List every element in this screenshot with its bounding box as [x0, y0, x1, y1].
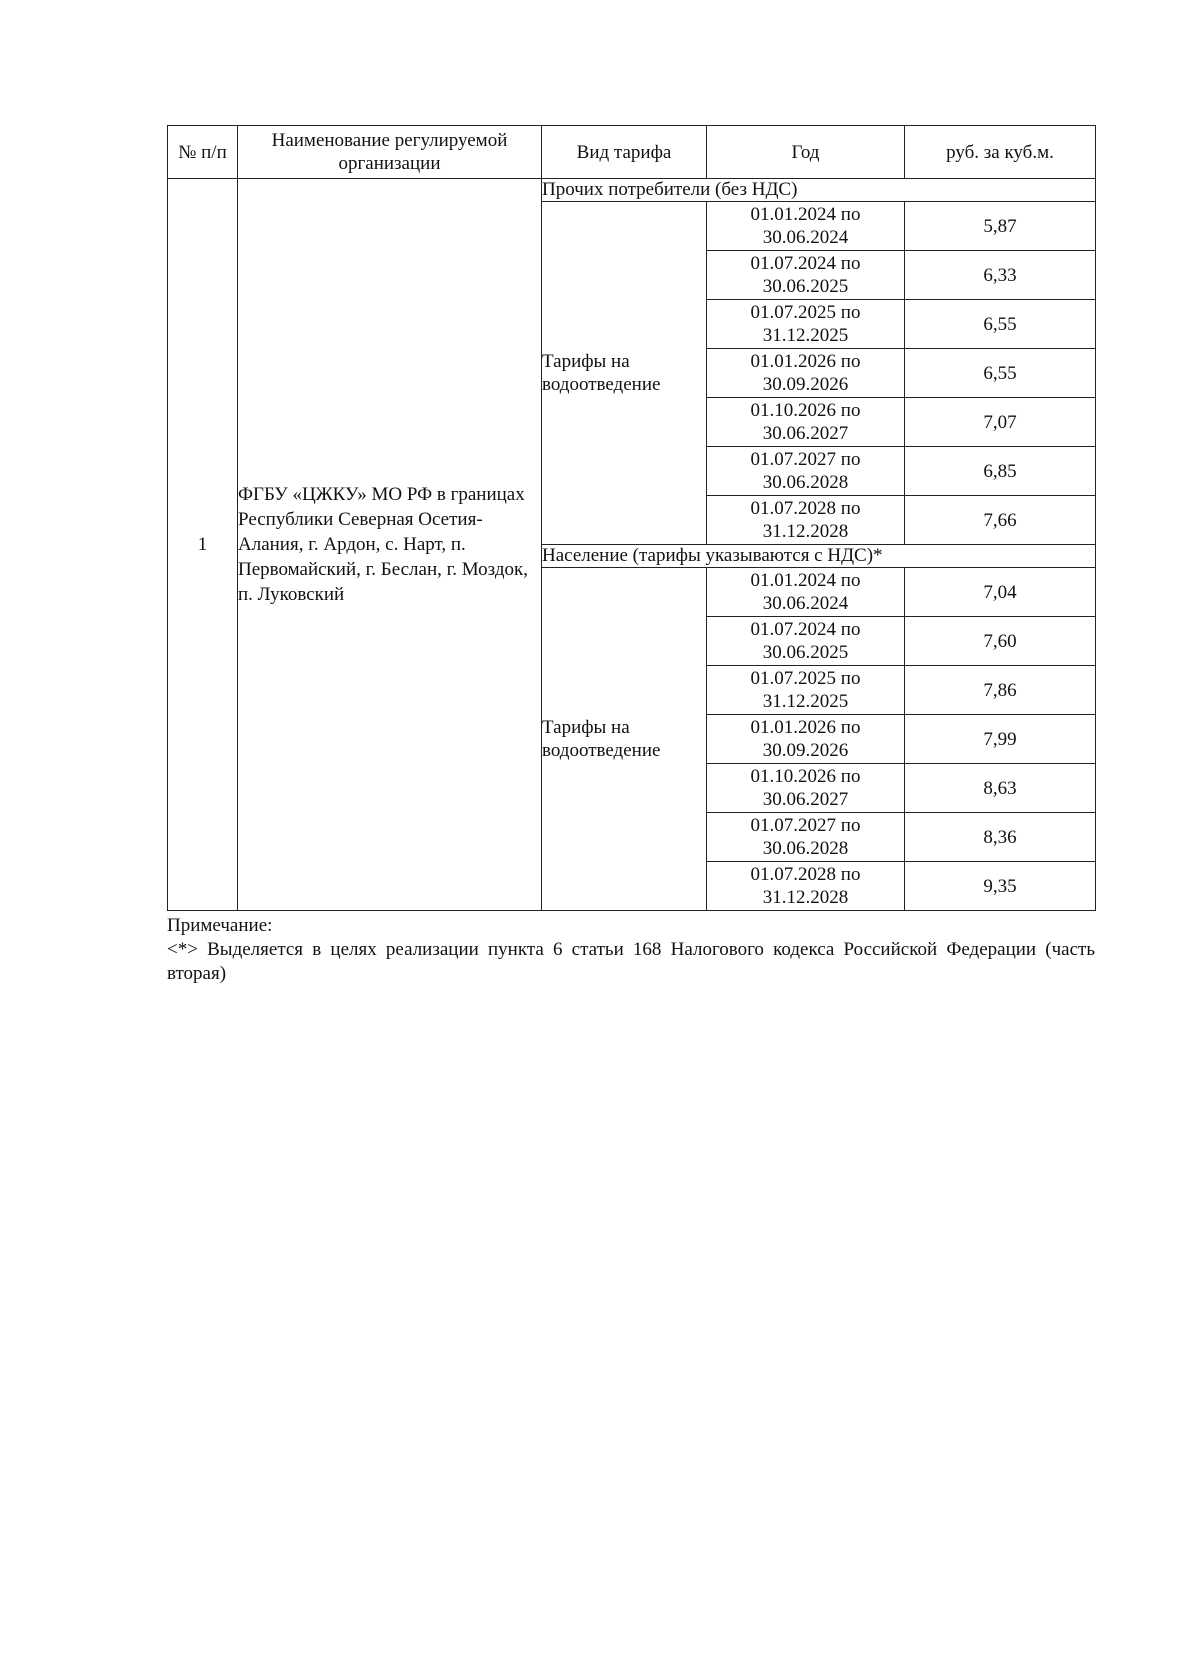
rate-cell: 6,55 [905, 300, 1096, 349]
period-cell: 01.01.2024 по 30.06.2024 [707, 568, 905, 617]
tariff-type-cell: Тарифы на водоотведение [542, 202, 707, 545]
period-cell: 01.01.2026 по 30.09.2026 [707, 349, 905, 398]
note-title: Примечание: [167, 915, 273, 936]
tariff-type-cell: Тарифы на водоотведение [542, 568, 707, 911]
table-body [168, 179, 1096, 911]
note-text: <*> Выделяется в целях реализации пункта 6 статьи 168 Налогового кодекса Российской Федерации (часть вторая) [167, 939, 1095, 984]
rate-cell: 8,36 [905, 813, 1096, 862]
rate-cell: 6,33 [905, 251, 1096, 300]
rate-cell: 6,55 [905, 349, 1096, 398]
period-cell: 01.07.2028 по 31.12.2028 [707, 862, 905, 911]
rate-cell: 7,66 [905, 496, 1096, 545]
period-cell: 01.07.2025 по 31.12.2025 [707, 666, 905, 715]
period-cell: 01.10.2026 по 30.06.2027 [707, 398, 905, 447]
rate-cell: 8,63 [905, 764, 1096, 813]
rate-cell: 5,87 [905, 202, 1096, 251]
period-cell: 01.07.2027 по 30.06.2028 [707, 813, 905, 862]
row-number-cell: 1 [168, 179, 238, 911]
rate-cell: 9,35 [905, 862, 1096, 911]
section-label: Население (тарифы указываются с НДС)* [542, 545, 1096, 568]
rate-cell: 7,60 [905, 617, 1096, 666]
note [167, 914, 1095, 986]
period-cell: 01.07.2024 по 30.06.2025 [707, 251, 905, 300]
document [167, 125, 1095, 986]
section-row [168, 179, 1096, 202]
header-unit: руб. за куб.м. [905, 126, 1096, 179]
period-cell: 01.01.2026 по 30.09.2026 [707, 715, 905, 764]
organization-cell: ФГБУ «ЦЖКУ» МО РФ в границах Республики Северная Осетия-Алания, г. Ардон, с. Нарт, п. Первомайский, г. Беслан, г. Моздок, п. Луковский [238, 179, 542, 911]
period-cell: 01.10.2026 по 30.06.2027 [707, 764, 905, 813]
period-cell: 01.07.2025 по 31.12.2025 [707, 300, 905, 349]
period-cell: 01.07.2028 по 31.12.2028 [707, 496, 905, 545]
period-cell: 01.01.2024 по 30.06.2024 [707, 202, 905, 251]
header-row [168, 126, 1096, 179]
period-cell: 01.07.2027 по 30.06.2028 [707, 447, 905, 496]
header-num: № п/п [168, 126, 238, 179]
rate-cell: 7,07 [905, 398, 1096, 447]
rate-cell: 7,99 [905, 715, 1096, 764]
rate-cell: 6,85 [905, 447, 1096, 496]
tariff-table [167, 125, 1096, 911]
period-cell: 01.07.2024 по 30.06.2025 [707, 617, 905, 666]
header-tariff-kind: Вид тарифа [542, 126, 707, 179]
header-year: Год [707, 126, 905, 179]
rate-cell: 7,04 [905, 568, 1096, 617]
rate-cell: 7,86 [905, 666, 1096, 715]
section-label: Прочих потребители (без НДС) [542, 179, 1096, 202]
header-organization: Наименование регулируемой организации [238, 126, 542, 179]
